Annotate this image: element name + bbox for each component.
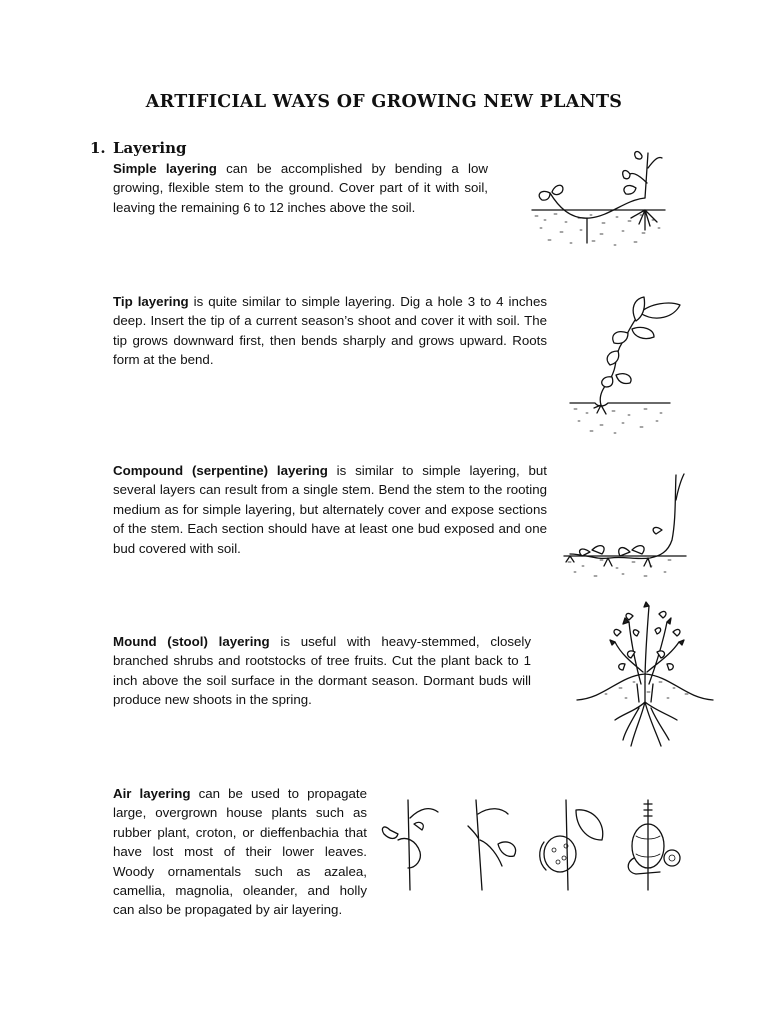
compound-layering-illustration xyxy=(560,470,690,580)
compound-layering-term: Compound (serpentine) layering xyxy=(113,463,328,478)
mound-layering-text: is useful with heavy-stemmed, closely branched shrubs and rootstocks of tree fruits. Cut the plant back to 1 inch above the soil surface in the dormant season. Dormant buds will produce new shoots in the spring. xyxy=(113,634,531,708)
simple-layering-text: can be accomplished by bending a low growing, flexible stem to the ground. Cover part of it with soil, leaving the remaining 6 to 12 inches above the soil. xyxy=(113,161,488,215)
section-number: 1. xyxy=(90,139,106,157)
simple-layering-illustration xyxy=(530,148,680,258)
compound-layering-text: is similar to simple layering, but several layers can result from a single stem. Bend the stem to the rooting medium as for simple layering, but alternately cover and expose sections of the stem. Each section should have at least one bud exposed and one bud covered with soil. xyxy=(113,463,547,556)
mound-layering-term: Mound (stool) layering xyxy=(113,634,270,649)
tip-layering-term: Tip layering xyxy=(113,294,189,309)
air-layering-text: can be used to propagate large, overgrown house plants such as rubber plant, croton, or dieffenbachia that have lost most of their lower leaves. Woody ornamentals such as azalea, camellia, magnolia, oleander, and holly can also be propagated by air layering. xyxy=(113,786,367,918)
air-layering-illustration xyxy=(380,800,700,890)
mound-layering-illustration xyxy=(575,602,715,752)
simple-layering-term: Simple layering xyxy=(113,161,217,176)
simple-layering-paragraph xyxy=(113,159,488,217)
air-layering-paragraph xyxy=(113,784,367,920)
section-heading xyxy=(90,139,187,157)
tip-layering-illustration xyxy=(570,295,690,435)
tip-layering-paragraph xyxy=(113,292,547,370)
mound-layering-paragraph xyxy=(113,632,531,710)
tip-layering-text: is quite similar to simple layering. Dig a hole 3 to 4 inches deep. Insert the tip of a current season’s shoot and cover it with soil. The tip grows downward first, then bends sharply and grows upward. Roots form at the bend. xyxy=(113,294,547,368)
compound-layering-paragraph xyxy=(113,461,547,558)
air-layering-term: Air layering xyxy=(113,786,191,801)
page-title: ARTIFICIAL WAYS OF GROWING NEW PLANTS xyxy=(145,92,623,112)
section-heading-text: Layering xyxy=(113,139,187,157)
